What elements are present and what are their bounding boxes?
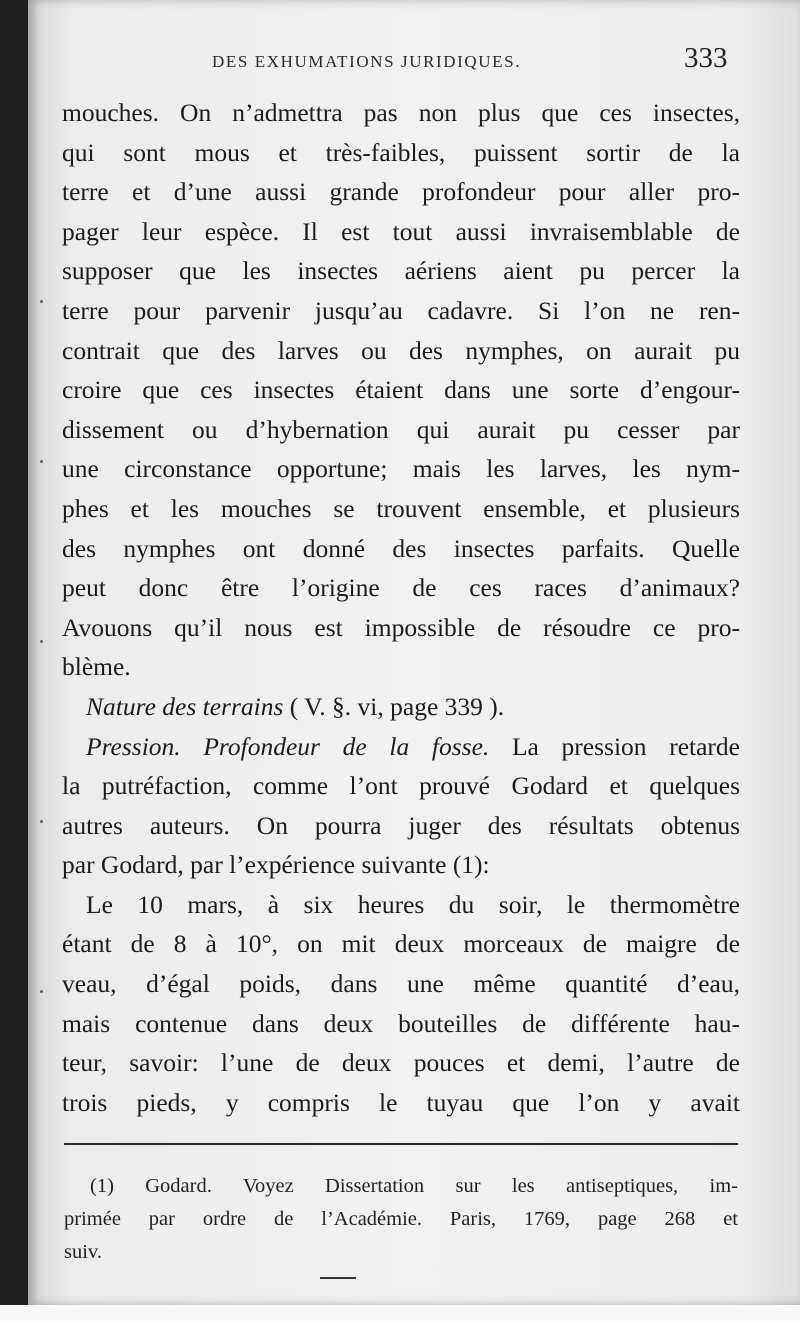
body-text: [62, 93, 740, 1122]
text-line: trois pieds, y compris le tuyau que l’on y avait: [62, 1087, 740, 1117]
text-line: Le 10 mars, à six heures du soir, le thermomètre: [86, 889, 740, 919]
section-reference: ( V. §. vi, page 339 ).: [289, 691, 505, 721]
text-line: terre et d’une aussi grande profondeur pour aller pro-: [62, 177, 740, 207]
text-line: contrait que des larves ou des nymphes, on aurait pu: [62, 335, 740, 365]
footnote-line: (1) Godard. Voyez Dissertation sur les antiseptiques, im-: [90, 1175, 738, 1197]
text-line: étant de 8 à 10°, on mit deux morceaux de maigre de: [62, 929, 740, 959]
margin-specks: [40, 300, 48, 1000]
text-line: la putréfaction, comme l’ont prouvé Godard et quelques: [62, 771, 740, 801]
footnote: [64, 1170, 738, 1269]
section-nature-des-terrains: [62, 687, 740, 727]
text-line: Avouons qu’il nous est impossible de résoudre ce pro-: [62, 612, 740, 642]
text-line: La pression retarde: [489, 731, 740, 761]
section-title: Pression. Profondeur de la fosse.: [86, 731, 490, 761]
section-title: Nature des terrains: [86, 691, 284, 721]
text-line: croire que ces insectes étaient dans une sorte d’engour-: [62, 375, 740, 405]
text-line: pager leur espèce. Il est tout aussi invraisemblable de: [62, 216, 740, 246]
text-line: dissement ou d’hybernation qui aurait pu cesser par: [62, 414, 740, 444]
section-pression: [62, 727, 740, 767]
text-line: veau, d’égal poids, dans une même quantité d’eau,: [62, 969, 740, 999]
page-end-dash: [320, 1277, 356, 1279]
running-head: DES EXHUMATIONS JURIDIQUES.: [212, 52, 522, 71]
scan-bottom-margin: [0, 1305, 800, 1321]
footnote-line: suiv.: [64, 1241, 102, 1263]
footnote-rule: [64, 1143, 738, 1145]
page-number: 333: [684, 42, 728, 74]
text-line: mais contenue dans deux bouteilles de différente hau-: [62, 1008, 740, 1038]
text-line: supposer que les insectes aériens aient pu percer la: [62, 256, 740, 286]
text-line: terre pour parvenir jusqu’au cadavre. Si l’on ne ren-: [62, 295, 740, 325]
text-line: autres auteurs. On pourra juger des résultats obtenus: [62, 810, 740, 840]
text-line: phes et les mouches se trouvent ensemble, et plusieurs: [62, 493, 740, 523]
text-line: blème.: [62, 652, 131, 682]
text-line: peut donc être l’origine de ces races d’animaux?: [62, 573, 740, 603]
page-header: [0, 40, 800, 80]
footnote-line: primée par ordre de l’Académie. Paris, 1769, page 268 et: [64, 1208, 738, 1230]
text-line: teur, savoir: l’une de deux pouces et demi, l’autre de: [62, 1048, 740, 1078]
text-line: une circonstance opportune; mais les larves, les nym-: [62, 454, 740, 484]
text-line: mouches. On n’admettra pas non plus que ces insectes,: [62, 98, 740, 127]
text-line: par Godard, par l’expérience suivante (1):: [62, 850, 490, 880]
text-line: qui sont mous et très-faibles, puissent sortir de la: [62, 137, 740, 167]
text-line: des nymphes ont donné des insectes parfaits. Quelle: [62, 533, 740, 563]
